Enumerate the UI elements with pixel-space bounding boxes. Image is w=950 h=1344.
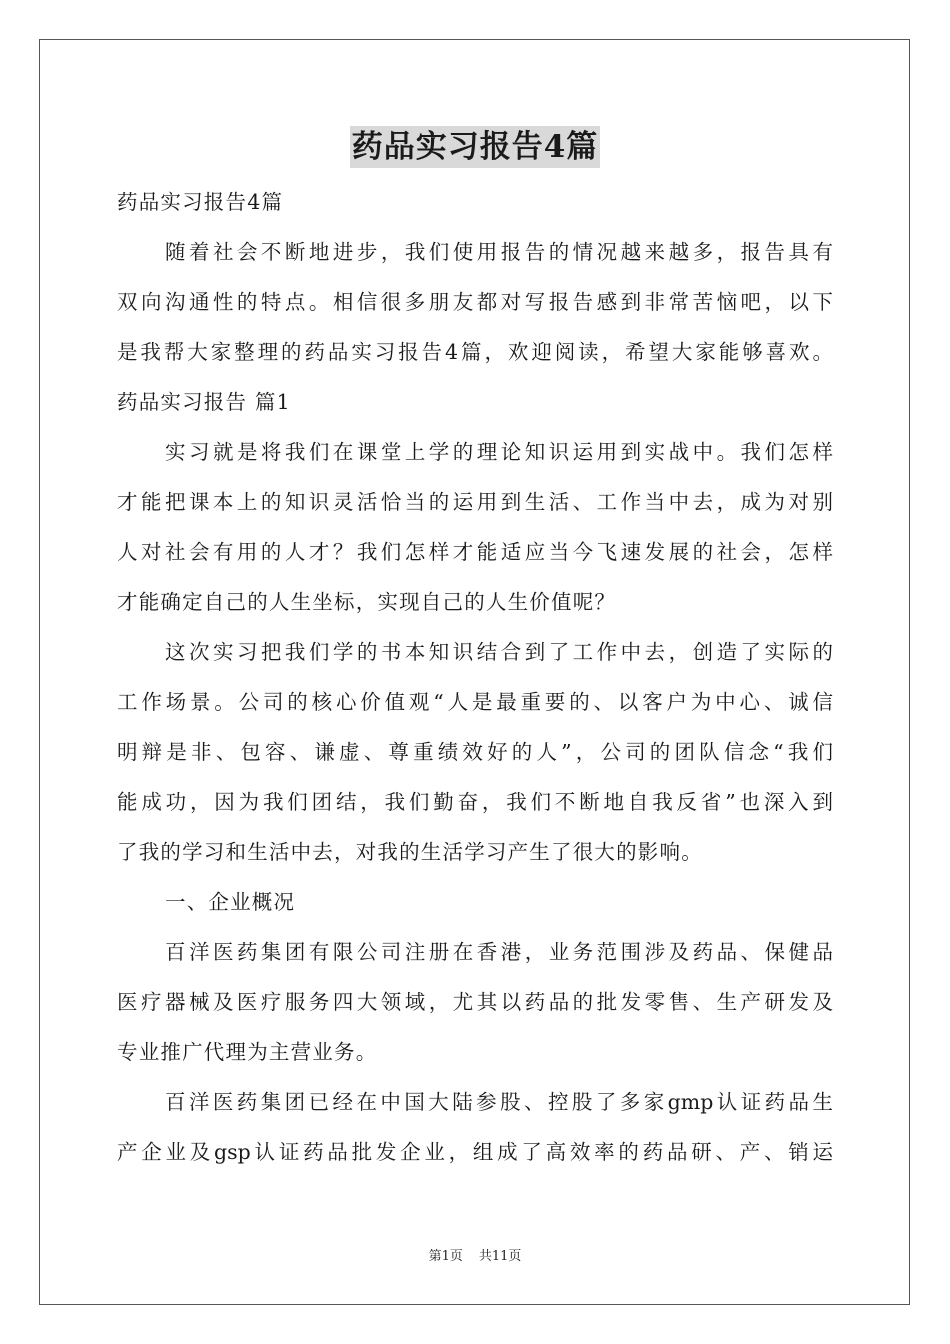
body-line: 人对社会有用的人才？我们怎样才能适应当今飞速发展的社会，怎样 — [117, 540, 833, 564]
body-line: 百洋医药集团已经在中国大陆参股、控股了多家gmp认证药品生 — [165, 1090, 833, 1114]
body-line: 才能确定自己的人生坐标，实现自己的人生价值呢？ — [117, 590, 617, 614]
title-container — [0, 126, 950, 168]
body-line: 明辩是非、包容、谦虚、尊重绩效好的人”，公司的团队信念“我们 — [117, 740, 833, 764]
body-line: 双向沟通性的特点。相信很多朋友都对写报告感到非常苦恼吧，以下 — [117, 290, 833, 314]
page-total: 共11页 — [478, 1249, 522, 1264]
body-line: 实习就是将我们在课堂上学的理论知识运用到实战中。我们怎样 — [165, 440, 833, 464]
body-line: 随着社会不断地进步，我们使用报告的情况越来越多，报告具有 — [165, 240, 833, 264]
body-line: 药品实习报告4篇 — [117, 190, 284, 214]
body-line: 百洋医药集团有限公司注册在香港，业务范围涉及药品、保健品 — [165, 940, 833, 964]
body-line: 能成功，因为我们团结，我们勤奋，我们不断地自我反省”也深入到 — [117, 790, 833, 814]
body-line: 产企业及gsp认证药品批发企业，组成了高效率的药品研、产、销运 — [117, 1140, 833, 1164]
page-number: 第1页 — [428, 1249, 463, 1264]
body-line: 了我的学习和生活中去，对我的生活学习产生了很大的影响。 — [117, 840, 703, 864]
body-line: 工作场景。公司的核心价值观“人是最重要的、以客户为中心、诚信 — [117, 690, 833, 714]
body-line: 医疗器械及医疗服务四大领域，尤其以药品的批发零售、生产研发及 — [117, 990, 833, 1014]
body-line: 是我帮大家整理的药品实习报告4篇，欢迎阅读，希望大家能够喜欢。 — [117, 340, 833, 364]
body-line: 才能把课本上的知识灵活恰当的运用到生活、工作当中去，成为对别 — [117, 490, 833, 514]
subsection-heading: 一、企业概况 — [165, 890, 296, 914]
body-line: 专业推广代理为主营业务。 — [117, 1040, 378, 1064]
document-title: 药品实习报告4篇 — [350, 126, 601, 168]
document-body — [117, 177, 833, 1177]
body-line: 这次实习把我们学的书本知识结合到了工作中去，创造了实际的 — [165, 640, 833, 664]
section-heading: 药品实习报告 篇1 — [117, 390, 291, 414]
page-footer — [0, 1245, 950, 1264]
